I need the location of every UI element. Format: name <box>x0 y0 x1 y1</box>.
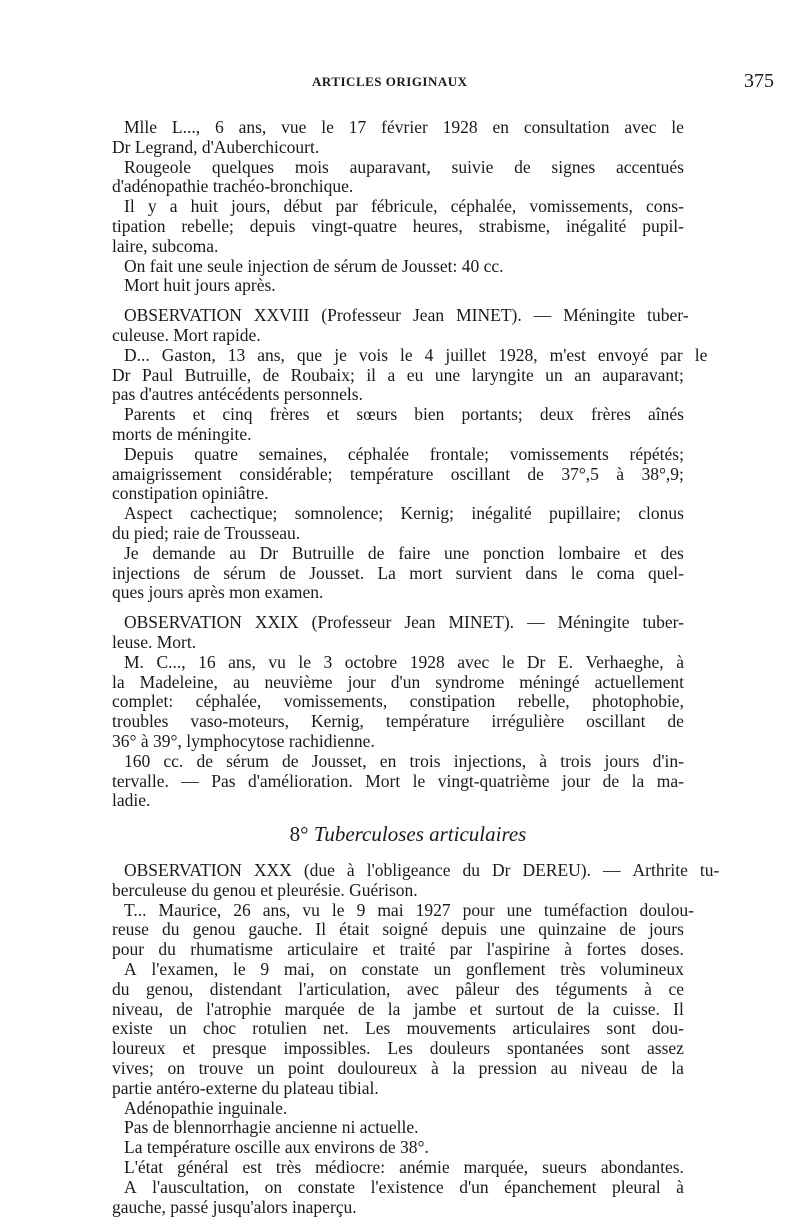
text-line: D... Gaston, 13 ans, que je vois le 4 juillet 1928, m'est envoyé par le <box>124 344 708 365</box>
paragraph <box>112 960 684 1099</box>
paragraph <box>112 445 684 504</box>
text-line: pas d'autres antécédents personnels. <box>112 384 363 405</box>
text-line: M. C..., 16 ans, vu le 3 octobre 1928 avec le Dr E. Verhaeghe, à <box>124 651 684 672</box>
text-line: Rougeole quelques mois auparavant, suivie de signes accentués <box>124 156 684 177</box>
paragraph <box>112 405 684 445</box>
page-number: 375 <box>744 70 774 92</box>
paragraph <box>112 899 694 960</box>
paragraph <box>112 257 684 277</box>
text-line: loureux et presque impossibles. Les douleurs spontanées sont assez <box>112 1038 684 1059</box>
text-line: A l'examen, le 9 mai, on constate un gonflement très volumineux <box>124 959 684 980</box>
text-line: constipation opiniâtre. <box>112 483 269 504</box>
paragraph <box>112 305 689 346</box>
text-line: leuse. Mort. <box>112 631 197 652</box>
text-line: Mlle L..., 6 ans, vue le 17 février 1928 en consultation avec le <box>124 117 684 137</box>
body-text <box>112 117 720 1217</box>
text-line: Il y a huit jours, début par fébricule, céphalée, vomissements, cons- <box>124 196 684 217</box>
text-line: laire, subcoma. <box>112 235 219 256</box>
text-line: La température oscille aux environs de 38°. <box>124 1137 429 1158</box>
text-line: Dr Legrand, d'Auberchicourt. <box>112 136 320 157</box>
text-line: niveau, de l'atrophie marquée de la jambe et surtout de la cuisse. Il <box>112 998 684 1019</box>
text-line: 36° à 39°, lymphocytose rachidienne. <box>112 730 375 751</box>
paragraph <box>112 1118 684 1138</box>
text-line: Depuis quatre semaines, céphalée frontale; vomissements répétés; <box>124 443 684 464</box>
observations-articular-tuberculosis <box>112 860 720 1217</box>
text-line: Adénopathie inguinale. <box>124 1097 288 1118</box>
text-line: OBSERVATION XXX (due à l'obligeance du Dr DEREU). — Arthrite tu- <box>124 860 720 881</box>
text-line: existe un choc rotulien net. Les mouvements articulaires sont dou- <box>112 1018 684 1039</box>
text-line: Mort huit jours après. <box>124 275 276 296</box>
paragraph <box>112 1138 684 1158</box>
paragraph <box>112 1099 684 1119</box>
text-line: T... Maurice, 26 ans, vu le 9 mai 1927 pour une tuméfaction doulou- <box>124 899 694 920</box>
text-line: On fait une seule injection de sérum de Jousset: 40 cc. <box>124 255 504 276</box>
text-line: troubles vaso-moteurs, Kernig, température irrégulière oscillant de <box>112 711 684 732</box>
paragraph <box>112 544 684 603</box>
text-line: gauche, passé jusqu'alors inaperçu. <box>112 1196 357 1217</box>
text-line: amaigrissement considérable; température oscillant de 37°,5 à 38°,9; <box>112 463 684 484</box>
text-line: A l'auscultation, on constate l'existence d'un épanchement pleural à <box>124 1176 684 1197</box>
text-line: d'adénopathie trachéo-bronchique. <box>112 176 354 197</box>
paragraph <box>112 158 684 198</box>
text-line: Je demande au Dr Butruille de faire une ponction lombaire et des <box>124 542 684 563</box>
observations-meningitis <box>112 117 708 811</box>
paragraph <box>112 276 684 296</box>
paragraph <box>112 1178 684 1218</box>
paragraph <box>112 504 684 544</box>
text-line: Dr Paul Butruille, de Roubaix; il a eu une laryngite un an auparavant; <box>112 364 684 385</box>
text-line: 160 cc. de sérum de Jousset, en trois injections, à trois jours d'in- <box>124 750 684 771</box>
running-head: ARTICLES ORIGINAUX <box>312 74 468 89</box>
text-line: pour du rhumatisme articulaire et traité par l'aspirine à fortes doses. <box>112 939 684 960</box>
text-line: reuse du genou gauche. Il était soigné depuis une quinzaine de jours <box>112 919 684 940</box>
text-line: berculeuse du genou et pleurésie. Guérison. <box>112 879 418 900</box>
text-line: du pied; raie de Trousseau. <box>112 522 301 543</box>
text-line: OBSERVATION XXIX (Professeur Jean MINET). — Méningite tuber- <box>124 612 684 633</box>
paragraph <box>112 1158 684 1178</box>
text-line: tervalle. — Pas d'amélioration. Mort le vingt-quatrième jour de la ma- <box>112 770 684 791</box>
text-line: culeuse. Mort rapide. <box>112 324 261 345</box>
section-title: Tuberculoses articulaires <box>313 822 527 847</box>
text-line: Pas de blennorrhagie ancienne ni actuelle. <box>124 1117 419 1138</box>
text-line: L'état général est très médiocre: anémie marquée, sueurs abondantes. <box>124 1157 684 1178</box>
text-line: injections de sérum de Jousset. La mort survient dans le coma quel- <box>112 562 684 583</box>
paragraph <box>112 344 708 405</box>
text-line: Parents et cinq frères et sœurs bien portants; deux frères aînés <box>124 404 684 425</box>
text-line: vives; on trouve un point douloureux à la pression au niveau de la <box>112 1058 684 1079</box>
paragraph <box>112 860 720 901</box>
section-heading <box>112 821 684 847</box>
paragraph <box>112 752 684 811</box>
text-line: OBSERVATION XXVIII (Professeur Jean MINET). — Méningite tuber- <box>124 305 689 326</box>
text-line: Aspect cachectique; somnolence; Kernig; inégalité pupillaire; clonus <box>124 503 684 524</box>
paragraph <box>112 197 684 256</box>
paragraph <box>112 613 684 653</box>
section-number: 8° <box>289 822 309 847</box>
text-line: tipation rebelle; depuis vingt-quatre heures, strabisme, inégalité pupil- <box>112 215 684 236</box>
paragraph <box>112 118 684 158</box>
text-line: ques jours après mon examen. <box>112 582 324 603</box>
text-line: morts de méningite. <box>112 423 252 444</box>
text-line: la Madeleine, au neuvième jour d'un syndrome méningé actuellement <box>112 671 684 692</box>
paragraph <box>112 653 684 752</box>
text-line: complet: céphalée, vomissements, constipation rebelle, photophobie, <box>112 691 684 712</box>
text-line: partie antéro-externe du plateau tibial. <box>112 1077 379 1098</box>
text-line: ladie. <box>112 790 151 811</box>
text-line: du genou, distendant l'articulation, avec pâleur des téguments à ce <box>112 978 684 999</box>
